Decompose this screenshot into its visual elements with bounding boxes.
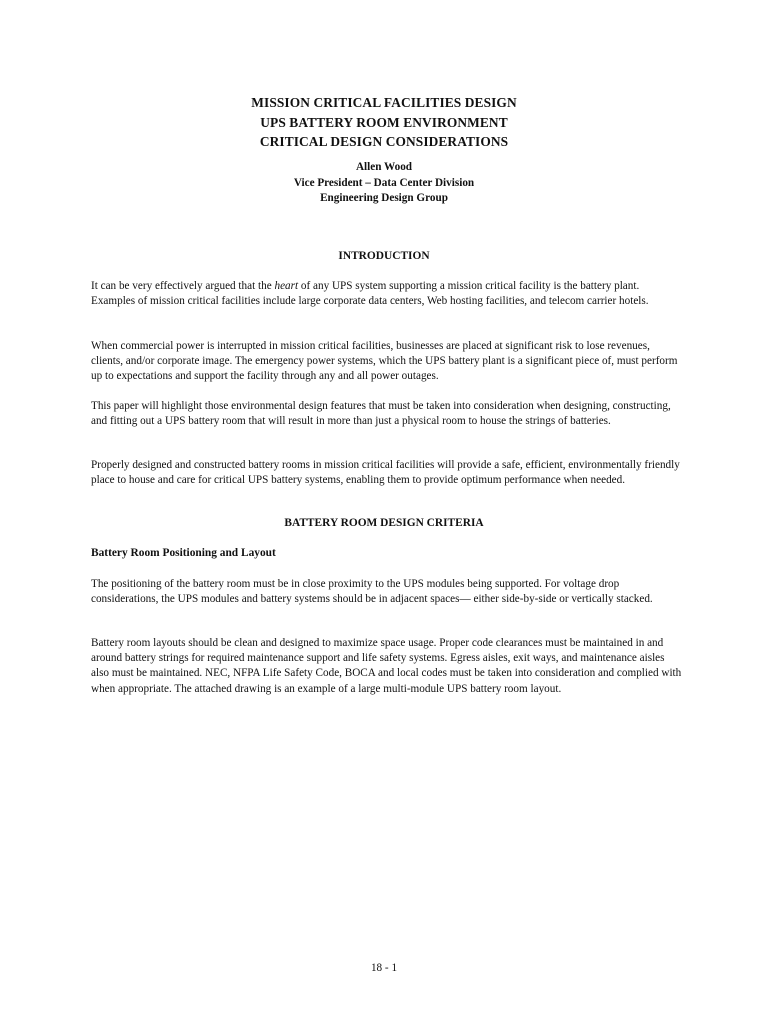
document-title [0, 93, 768, 152]
criteria-p2-text: Battery room layouts should be clean and designed to maximize space usage. Proper code clearances must be maintained in and around battery strings for required maintenance support and life safety systems. Egress aisles, exit ways, and maintenance aisles also must be maintained. NEC, NFPA Life Safety Code, BOCA and local codes must be taken into consideration and complied with when appropriate. The attached drawing is an example of a large multi-module UPS battery room layout. [91, 637, 682, 695]
criteria-paragraph-1 [91, 577, 683, 607]
title-line-3: CRITICAL DESIGN CONSIDERATIONS [259, 134, 509, 149]
intro-paragraph-4 [91, 458, 683, 488]
criteria-p1-text: The positioning of the battery room must be in close proximity to the UPS modules being supported. For voltage drop considerations, the UPS modules and battery systems should be in adjacent spaces— either side-by-side or vertically stacked. [91, 578, 653, 606]
author-position: Vice President – Data Center Division [293, 176, 475, 189]
intro-p1-start: It can be very effectively argued that the [91, 280, 275, 292]
intro-p1-end: of any UPS system supporting a mission critical facility is the battery plant. Examples of mission critical facilities include large corporate data centers, Web hosting facilities, and telecom carrier hotels. [91, 280, 649, 308]
author-organization: Engineering Design Group [320, 192, 448, 204]
criteria-heading: BATTERY ROOM DESIGN CRITERIA [284, 517, 484, 529]
author-info [0, 160, 768, 207]
intro-p3-text: This paper will highlight those environmental design features that must be taken into consideration when designing, constructing, and fitting out a UPS battery room that will result in more than just a physical room to house the strings of batteries. [91, 400, 671, 428]
page-number: 18 - 1 [370, 962, 398, 974]
intro-p1-emphasis: heart [274, 280, 299, 292]
intro-paragraph-2 [91, 339, 683, 385]
introduction-heading: INTRODUCTION [338, 250, 430, 262]
author-name: Allen Wood [355, 161, 413, 173]
intro-p2-text: When commercial power is interrupted in mission critical facilities, businesses are placed at significant risk to lose revenues, clients, and/or corporate image. The emergency power systems, which the UPS battery plant is a significant piece of, must perform up to expectations and support the facility through any and all power outages. [91, 340, 678, 383]
positioning-subheading: Battery Room Positioning and Layout [91, 547, 276, 559]
intro-p4-text: Properly designed and constructed battery rooms in mission critical facilities will provide a safe, efficient, environmentally friendly place to house and care for critical UPS battery systems, enabling them to provide optimum performance when needed. [91, 459, 680, 487]
criteria-paragraph-2 [91, 636, 683, 697]
intro-paragraph-3 [91, 399, 683, 429]
title-line-1: MISSION CRITICAL FACILITIES DESIGN [251, 95, 517, 110]
title-line-2: UPS BATTERY ROOM ENVIRONMENT [260, 114, 508, 130]
intro-paragraph-1 [91, 279, 683, 309]
